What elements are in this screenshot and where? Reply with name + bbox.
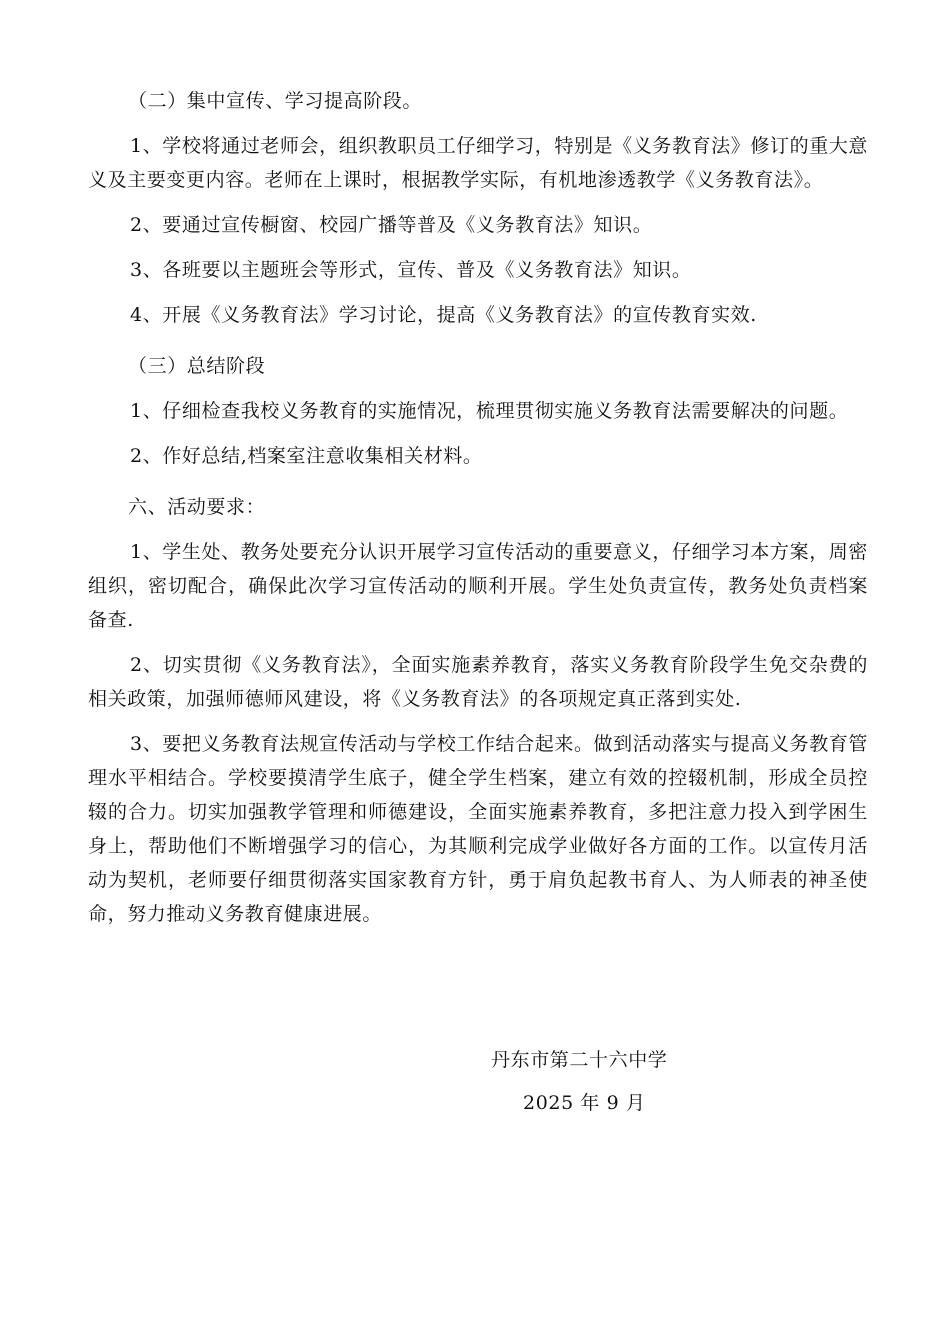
section-heading-requirements: 六、活动要求： [128, 496, 266, 518]
paragraph-item: 1、学生处、教务处要充分认识开展学习宣传活动的重要意义，仔细学习本方案，周密组织，密切配合，确保此次学习宣传活动的顺利开展。学生处负责宣传，教务处负责档案备查. [88, 541, 868, 631]
paragraph-item: 1、仔细检查我校义务教育的实施情况，梳理贯彻实施义务教育法需要解决的问题。 [130, 400, 849, 422]
signature-organization: 丹东市第二十六中学 [491, 1049, 668, 1071]
paragraph-item: 1、学校将通过老师会，组织教职员工仔细学习，特别是《义务教育法》修订的重大意义及主要变更内容。老师在上课时，根据教学实际，有机地渗透教学《义务教育法》。 [88, 135, 868, 191]
paragraph-item: 2、要通过宣传橱窗、校园广播等普及《义务教育法》知识。 [130, 214, 653, 236]
paragraph-item: 4、开展《义务教育法》学习讨论，提高《义务教育法》的宣传教育实效. [130, 304, 757, 326]
paragraph-item: 3、各班要以主题班会等形式，宣传、普及《义务教育法》知识。 [130, 259, 692, 281]
paragraph-item: 3、要把义务教育法规宣传活动与学校工作结合起来。做到活动落实与提高义务教育管理水平相结合。学校要摸清学生底子，健全学生档案，建立有效的控辍机制，形成全员控辍的合力。切实加强教学管理和师德建设，全面实施素养教育，多把注意力投入到学困生身上，帮助他们不断增强学习的信心，为其顺利完成学业做好各方面的工作。以宣传月活动为契机，老师要仔细贯彻落实国家教育方针，勇于肩负起教书育人、为人师表的神圣使命，努力推动义务教育健康进展。 [88, 733, 868, 925]
document-body [88, 84, 868, 942]
paragraph-item: 2、切实贯彻《义务教育法》，全面实施素养教育，落实义务教育阶段学生免交杂费的相关政策，加强师德师风建设，将《义务教育法》的各项规定真正落到实处. [88, 654, 868, 710]
signature-date: 2025 年 9 月 [523, 1092, 646, 1114]
section-heading-concentrated-study: （二）集中宣传、学习提高阶段。 [128, 90, 423, 112]
section-heading-summary: （三）总结阶段 [128, 355, 266, 377]
paragraph-item: 2、作好总结,档案室注意收集相关材料。 [130, 445, 483, 467]
